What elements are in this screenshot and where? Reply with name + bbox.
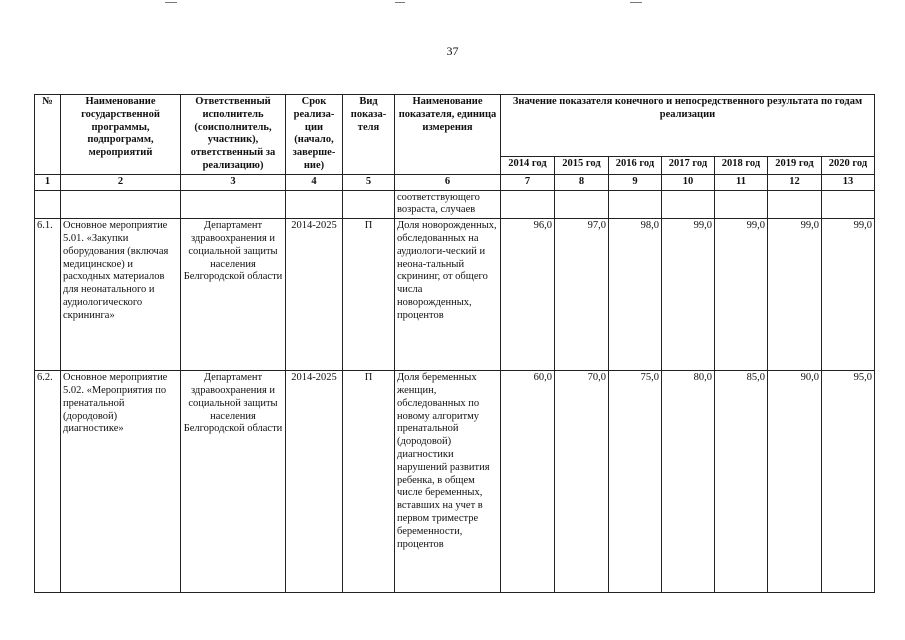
row-value [609,190,662,219]
column-number: 11 [715,174,768,190]
row-executor: Департамент здравоохранения и социальной защиты населения Белгородской области [181,219,286,371]
indicators-table [34,94,875,593]
row-value: 80,0 [662,371,715,593]
row-value [501,190,555,219]
row-value: 97,0 [555,219,609,371]
row-value: 99,0 [662,219,715,371]
row-num [35,190,61,219]
column-number: 3 [181,174,286,190]
header-year: 2018 год [715,156,768,174]
column-number: 1 [35,174,61,190]
header-values-group: Значение показателя конечного и непосредственного результата по годам реализации [501,95,875,157]
header-year: 2014 год [501,156,555,174]
row-value: 70,0 [555,371,609,593]
row-value: 90,0 [768,371,822,593]
header-year: 2017 год [662,156,715,174]
column-number: 2 [61,174,181,190]
row-value: 95,0 [822,371,875,593]
header-indicator-type: Вид показа-теля [343,95,395,175]
scan-artifact [630,2,642,3]
row-indicator-type: П [343,219,395,371]
header-period: Срок реализа-ции (начало, заверше-ние) [286,95,343,175]
row-value: 98,0 [609,219,662,371]
column-number: 9 [609,174,662,190]
row-indicator-name: Доля беременных женщин, обследованных по новому алгоритму пренатальной (дородовой) диагностики нарушений развития ребенка, в общем числе беременных, вставших на учет в первом триместре беременности, процентов [395,371,501,593]
column-numbers-row [35,174,875,190]
row-executor: Департамент здравоохранения и социальной защиты населения Белгородской области [181,371,286,593]
row-value [662,190,715,219]
header-num: № [35,95,61,175]
row-period [286,190,343,219]
row-num: 6.1. [35,219,61,371]
header-program-name: Наименование государственной программы, подпрограмм, мероприятий [61,95,181,175]
header-year: 2015 год [555,156,609,174]
header-executor: Ответственный исполнитель (соисполнитель, участник), ответственный за реализацию) [181,95,286,175]
row-value: 85,0 [715,371,768,593]
row-value: 99,0 [715,219,768,371]
row-value [715,190,768,219]
column-number: 6 [395,174,501,190]
scan-artifact [395,2,405,3]
row-period: 2014-2025 [286,371,343,593]
column-number: 7 [501,174,555,190]
column-number: 10 [662,174,715,190]
row-value [555,190,609,219]
header-row [35,95,875,157]
column-number: 4 [286,174,343,190]
column-number: 5 [343,174,395,190]
row-indicator-name: Доля новорожденных, обследованных на аудиологи-ческий и неона-тальный скрининг, от общего числа новорожденных, процентов [395,219,501,371]
row-indicator-name: соответствующего возраста, случаев [395,190,501,219]
row-value: 99,0 [768,219,822,371]
row-value: 60,0 [501,371,555,593]
header-year: 2019 год [768,156,822,174]
row-program-name [61,190,181,219]
row-indicator-type [343,190,395,219]
table-row [35,219,875,371]
column-number: 8 [555,174,609,190]
row-program-name: Основное мероприятие 5.02. «Мероприятия по пренатальной (дородовой) диагностике» [61,371,181,593]
row-value: 75,0 [609,371,662,593]
row-value: 96,0 [501,219,555,371]
table-row [35,371,875,593]
row-period: 2014-2025 [286,219,343,371]
header-year: 2020 год [822,156,875,174]
header-year: 2016 год [609,156,662,174]
page-number: 37 [446,44,459,58]
header-indicator-name: Наименование показателя, единица измерения [395,95,501,175]
scan-artifact [165,2,177,3]
row-num: 6.2. [35,371,61,593]
table-row [35,190,875,219]
column-number: 13 [822,174,875,190]
row-value [822,190,875,219]
column-number: 12 [768,174,822,190]
row-program-name: Основное мероприятие 5.01. «Закупки оборудования (включая медицинское) и расходных материалов для неонатального и аудиологического скрининга» [61,219,181,371]
row-value: 99,0 [822,219,875,371]
row-value [768,190,822,219]
row-executor [181,190,286,219]
row-indicator-type: П [343,371,395,593]
